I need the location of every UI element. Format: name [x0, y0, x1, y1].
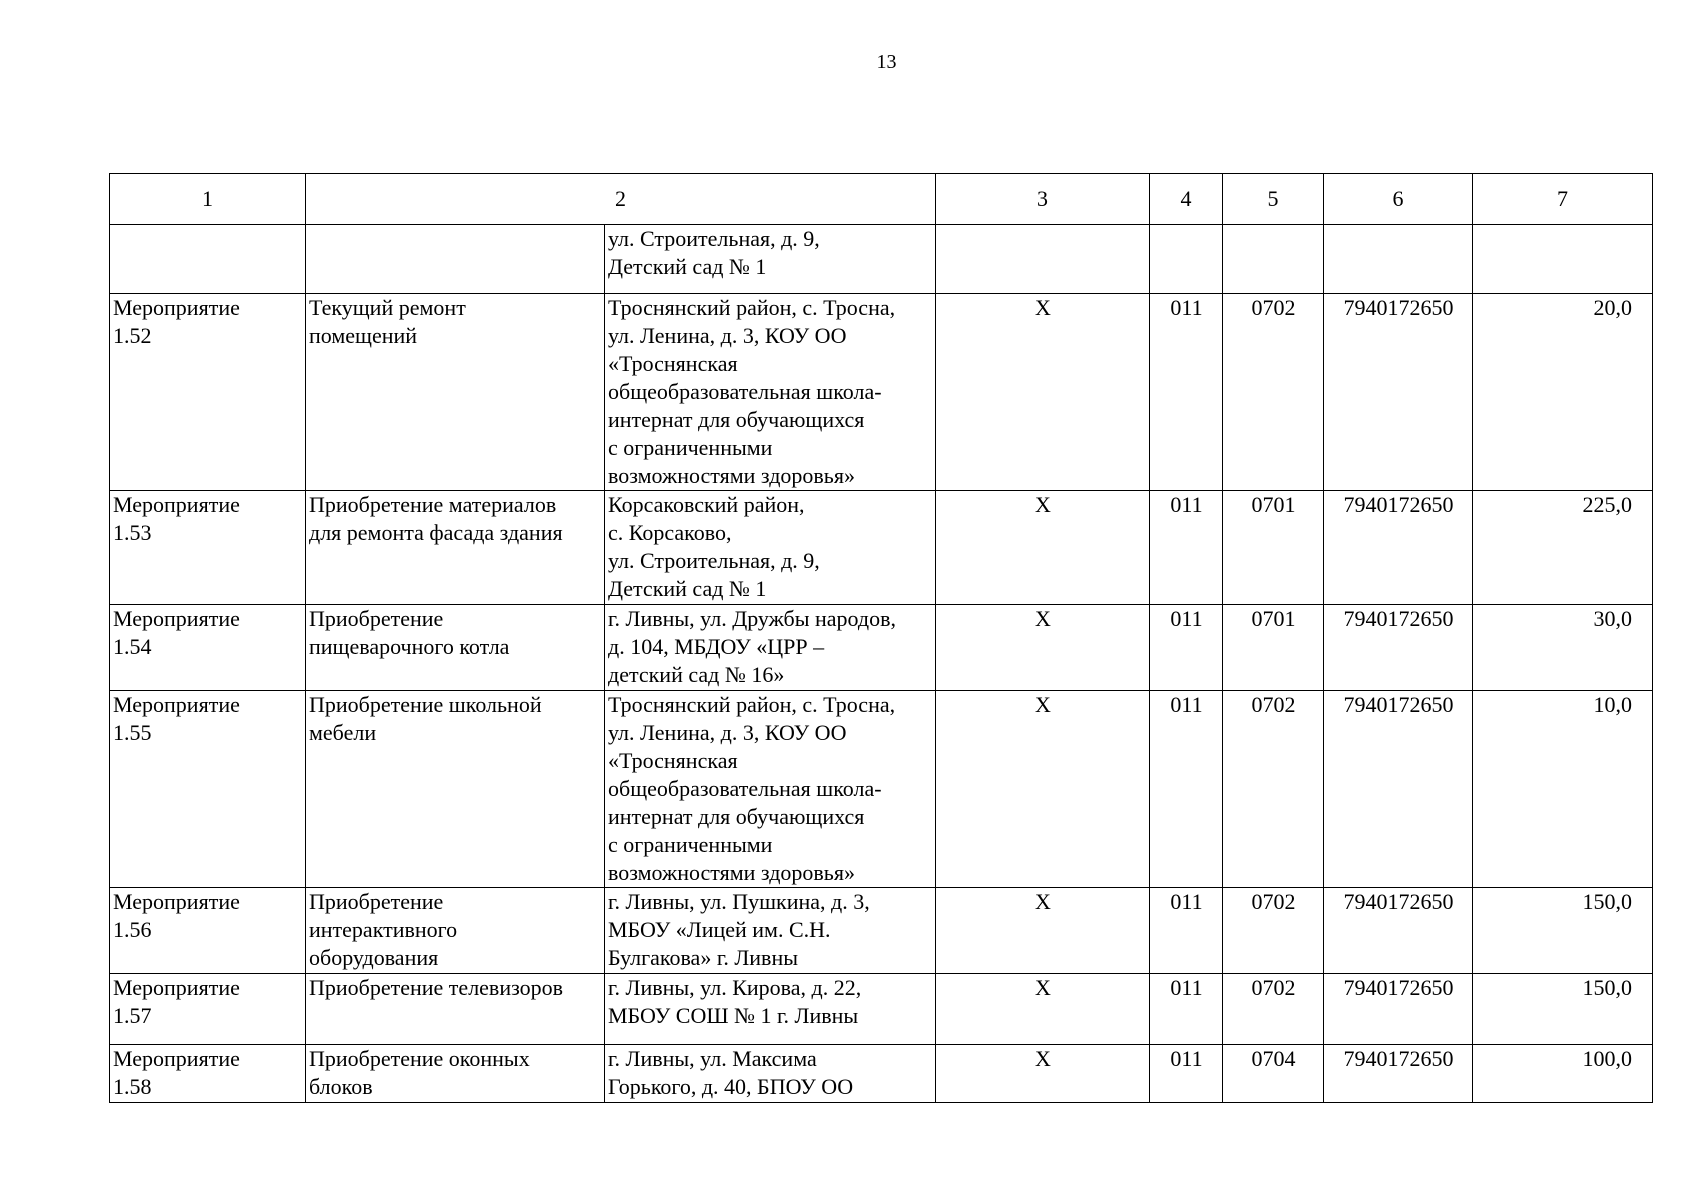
activity-name-cell: Приобретение пищеварочного котла [306, 605, 605, 691]
col7-cell: 30,0 [1473, 605, 1653, 691]
col4-cell: 011 [1150, 974, 1223, 1045]
table-row [110, 1045, 1653, 1103]
col4-cell: 011 [1150, 1045, 1223, 1103]
activities-table [109, 173, 1653, 1103]
col5-cell: 0702 [1223, 294, 1324, 491]
col4-cell: 011 [1150, 294, 1223, 491]
col3-cell [936, 225, 1150, 294]
col4-cell: 011 [1150, 888, 1223, 974]
col3-cell: Х [936, 1045, 1150, 1103]
location-cell: Троснянский район, с. Тросна, ул. Ленина, д. 3, КОУ ОО «Троснянская общеобразовательная школа- интернат для обучающихся с ограниченными возможностями здоровья» [605, 691, 936, 888]
table-row [110, 225, 1653, 294]
col7-cell: 10,0 [1473, 691, 1653, 888]
col5-cell: 0702 [1223, 974, 1324, 1045]
col3-cell: Х [936, 605, 1150, 691]
table-row [110, 974, 1653, 1045]
col7-cell: 20,0 [1473, 294, 1653, 491]
table-row [110, 691, 1653, 888]
col6-cell: 7940172650 [1324, 691, 1473, 888]
column-header: 3 [936, 174, 1150, 225]
activity-id-cell: Мероприятие 1.58 [110, 1045, 306, 1103]
col6-cell: 7940172650 [1324, 888, 1473, 974]
table-row [110, 491, 1653, 605]
activity-name-cell: Приобретение материалов для ремонта фасада здания [306, 491, 605, 605]
table-row [110, 605, 1653, 691]
col3-cell: Х [936, 888, 1150, 974]
col4-cell: 011 [1150, 491, 1223, 605]
activity-name-cell: Приобретение оконных блоков [306, 1045, 605, 1103]
activity-id-cell: Мероприятие 1.57 [110, 974, 306, 1045]
col5-cell: 0701 [1223, 605, 1324, 691]
activity-name-cell: Текущий ремонт помещений [306, 294, 605, 491]
activity-name-cell [306, 225, 605, 294]
activity-id-cell: Мероприятие 1.56 [110, 888, 306, 974]
page-number: 13 [876, 51, 897, 73]
col7-cell [1473, 225, 1653, 294]
col6-cell: 7940172650 [1324, 605, 1473, 691]
col4-cell: 011 [1150, 605, 1223, 691]
activity-id-cell: Мероприятие 1.52 [110, 294, 306, 491]
activity-name-cell: Приобретение школьной мебели [306, 691, 605, 888]
activity-id-cell: Мероприятие 1.53 [110, 491, 306, 605]
location-cell: г. Ливны, ул. Кирова, д. 22, МБОУ СОШ № 1 г. Ливны [605, 974, 936, 1045]
col3-cell: Х [936, 491, 1150, 605]
col7-cell: 150,0 [1473, 888, 1653, 974]
location-cell: Корсаковский район, с. Корсаково, ул. Строительная, д. 9, Детский сад № 1 [605, 491, 936, 605]
location-cell: Троснянский район, с. Тросна, ул. Ленина, д. 3, КОУ ОО «Троснянская общеобразовательная школа- интернат для обучающихся с ограниченными возможностями здоровья» [605, 294, 936, 491]
activity-id-cell: Мероприятие 1.54 [110, 605, 306, 691]
col7-cell: 150,0 [1473, 974, 1653, 1045]
col5-cell: 0704 [1223, 1045, 1324, 1103]
col6-cell: 7940172650 [1324, 1045, 1473, 1103]
activity-name-cell: Приобретение телевизоров [306, 974, 605, 1045]
col6-cell: 7940172650 [1324, 974, 1473, 1045]
col5-cell [1223, 225, 1324, 294]
location-cell: г. Ливны, ул. Дружбы народов, д. 104, МБДОУ «ЦРР – детский сад № 16» [605, 605, 936, 691]
col6-cell [1324, 225, 1473, 294]
col6-cell: 7940172650 [1324, 294, 1473, 491]
activity-name-cell: Приобретение интерактивного оборудования [306, 888, 605, 974]
col5-cell: 0702 [1223, 691, 1324, 888]
column-header: 7 [1473, 174, 1653, 225]
col7-cell: 225,0 [1473, 491, 1653, 605]
col3-cell: Х [936, 974, 1150, 1045]
table-header-row [110, 174, 1653, 225]
col6-cell: 7940172650 [1324, 491, 1473, 605]
column-header: 1 [110, 174, 306, 225]
column-header: 4 [1150, 174, 1223, 225]
col4-cell: 011 [1150, 691, 1223, 888]
column-header: 6 [1324, 174, 1473, 225]
col5-cell: 0701 [1223, 491, 1324, 605]
col3-cell: Х [936, 294, 1150, 491]
col3-cell: Х [936, 691, 1150, 888]
activity-id-cell [110, 225, 306, 294]
col7-cell: 100,0 [1473, 1045, 1653, 1103]
activity-id-cell: Мероприятие 1.55 [110, 691, 306, 888]
col4-cell [1150, 225, 1223, 294]
table-row [110, 294, 1653, 491]
col5-cell: 0702 [1223, 888, 1324, 974]
column-header: 2 [306, 174, 936, 225]
column-header: 5 [1223, 174, 1324, 225]
location-cell: ул. Строительная, д. 9, Детский сад № 1 [605, 225, 936, 294]
location-cell: г. Ливны, ул. Пушкина, д. 3, МБОУ «Лицей им. С.Н. Булгакова» г. Ливны [605, 888, 936, 974]
table-row [110, 888, 1653, 974]
location-cell: г. Ливны, ул. Максима Горького, д. 40, БПОУ ОО [605, 1045, 936, 1103]
